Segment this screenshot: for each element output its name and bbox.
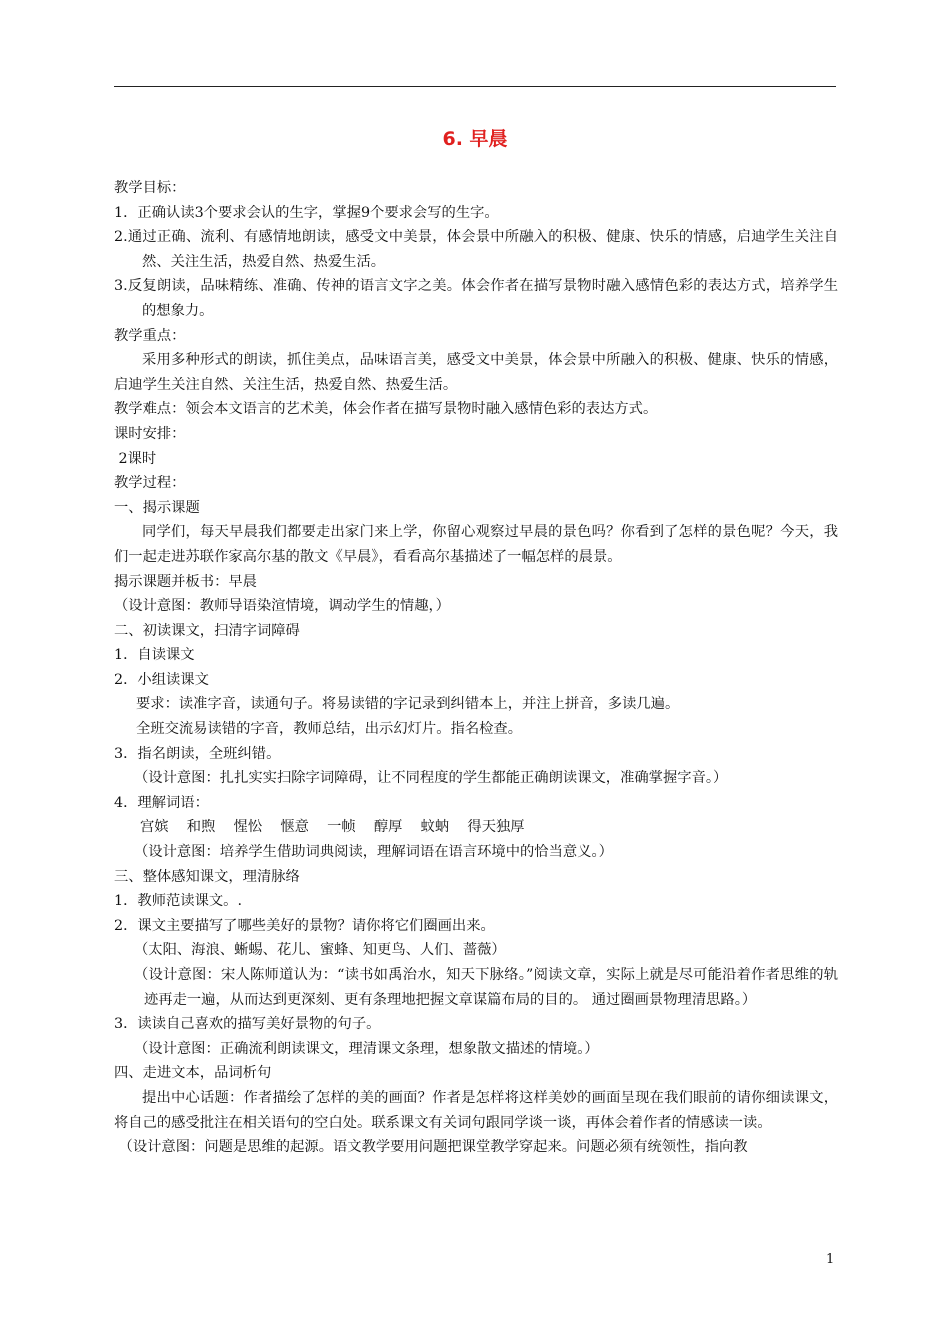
document-body (114, 176, 838, 1160)
text-line: 全班交流易读错的字音，教师总结，出示幻灯片。指名检查。 (136, 721, 523, 738)
text-line: （设计意图：培养学生借助词典阅读，理解词语在语言环境中的恰当意义。） (134, 844, 613, 861)
text-line: 四、走进文本，品词析句 (114, 1065, 272, 1082)
text-line: （设计意图：教师导语染渲情境，调动学生的情趣，） (114, 598, 450, 615)
text-line: 三、整体感知课文，理清脉络 (114, 868, 300, 885)
text-line: 课时安排： (114, 425, 186, 442)
text-line: 3．读读自己喜欢的描写美好景物的句子。 (114, 1016, 381, 1033)
text-line: 教学过程： (114, 475, 186, 492)
text-line: 4．理解词语： (114, 794, 209, 811)
text-line: （设计意图：宋人陈师道认为：“读书如禹治水，知天下脉络。”阅读文章，实际上就是尽可能沿着作者思维的轨迹再走一遍，从而达到更深刻、更有条理地把握文章谋篇布局的目的。 通过圈画景物理清思路。） (134, 967, 838, 1008)
header-rule (114, 86, 836, 87)
text-line: 要求：读准字音，读通句子。将易读错的字记录到纠错本上，并注上拼音，多读几遍。 (136, 696, 680, 713)
text-line: 3.反复朗读，品味精练、准确、传神的语言文字之美。体会作者在描写景物时融入感情色彩的表达方式，培养学生的想象力。 (114, 278, 838, 319)
text-line: 教学重点： (114, 327, 186, 344)
text-line: 提出中心话题：作者描绘了怎样的美的画面？作者是怎样将这样美妙的画面呈现在我们眼前的请你细读课文，将自己的感受批注在相关语句的空白处。联系课文有关词句跟同学谈一谈，再体会着作者的情感读一读。 (114, 1089, 838, 1131)
text-line: 二、初读课文，扫清字词障碍 (114, 622, 300, 639)
text-line: 一、揭示课题 (114, 499, 200, 516)
text-line: （设计意图：正确流利朗读课文，理清课文条理，想象散文描述的情境。） (134, 1040, 599, 1057)
text-line: 2．课文主要描写了哪些美好的景物？请你将它们圈画出来。 (114, 917, 495, 934)
text-line: 教学难点：领会本文语言的艺术美，体会作者在描写景物时融入感情色彩的表达方式。 (114, 401, 658, 418)
text-line: 教学目标： (114, 180, 186, 196)
page-title: 6. 早晨 (442, 128, 508, 150)
text-line: 1．教师范读课文。. (114, 893, 243, 910)
text-line: 2.通过正确、流利、有感情地朗读，感受文中美景，体会景中所融入的积极、健康、快乐的情感，启迪学生关注自然、关注生活，热爱自然、热爱生活。 (114, 229, 838, 270)
text-line: 同学们，每天早晨我们都要走出家门来上学，你留心观察过早晨的景色吗？你看到了怎样的景色呢？今天，我们一起走进苏联作家高尔基的散文《早晨》，看看高尔基描述了一幅怎样的晨景。 (114, 524, 838, 565)
text-line: 1．自读课文 (114, 647, 195, 664)
text-line: 揭示课题并板书：早晨 (114, 573, 257, 590)
text-line: 采用多种形式的朗读，抓住美点，品味语言美，感受文中美景，体会景中所融入的积极、健康、快乐的情感，启迪学生关注自然、关注生活，热爱自然、热爱生活。 (114, 352, 838, 393)
text-line: 2．小组读课文 (114, 671, 209, 688)
text-line: （设计意图：问题是思维的起源。语文教学要用问题把课堂教学穿起来。问题必须有统领性，指向教 (114, 1139, 748, 1156)
vocabulary-list: 宫嫔 和煦 惺忪 惬意 一帧 醇厚 蚊蚋 得天独厚 (140, 819, 525, 836)
text-line: 1．正确认读3个要求会认的生字，掌握9个要求会写的生字。 (114, 204, 499, 221)
text-line: 3．指名朗读，全班纠错。 (114, 745, 281, 762)
text-line: 2课时 (114, 450, 157, 467)
page-number: 1 (826, 1252, 835, 1267)
text-line: （设计意图：扎扎实实扫除字词障碍，让不同程度的学生都能正确朗读课文，准确掌握字音。） (134, 770, 728, 787)
text-line: （太阳、海浪、蜥蜴、花儿、蜜蜂、知更鸟、人们、蔷薇） (134, 942, 506, 959)
